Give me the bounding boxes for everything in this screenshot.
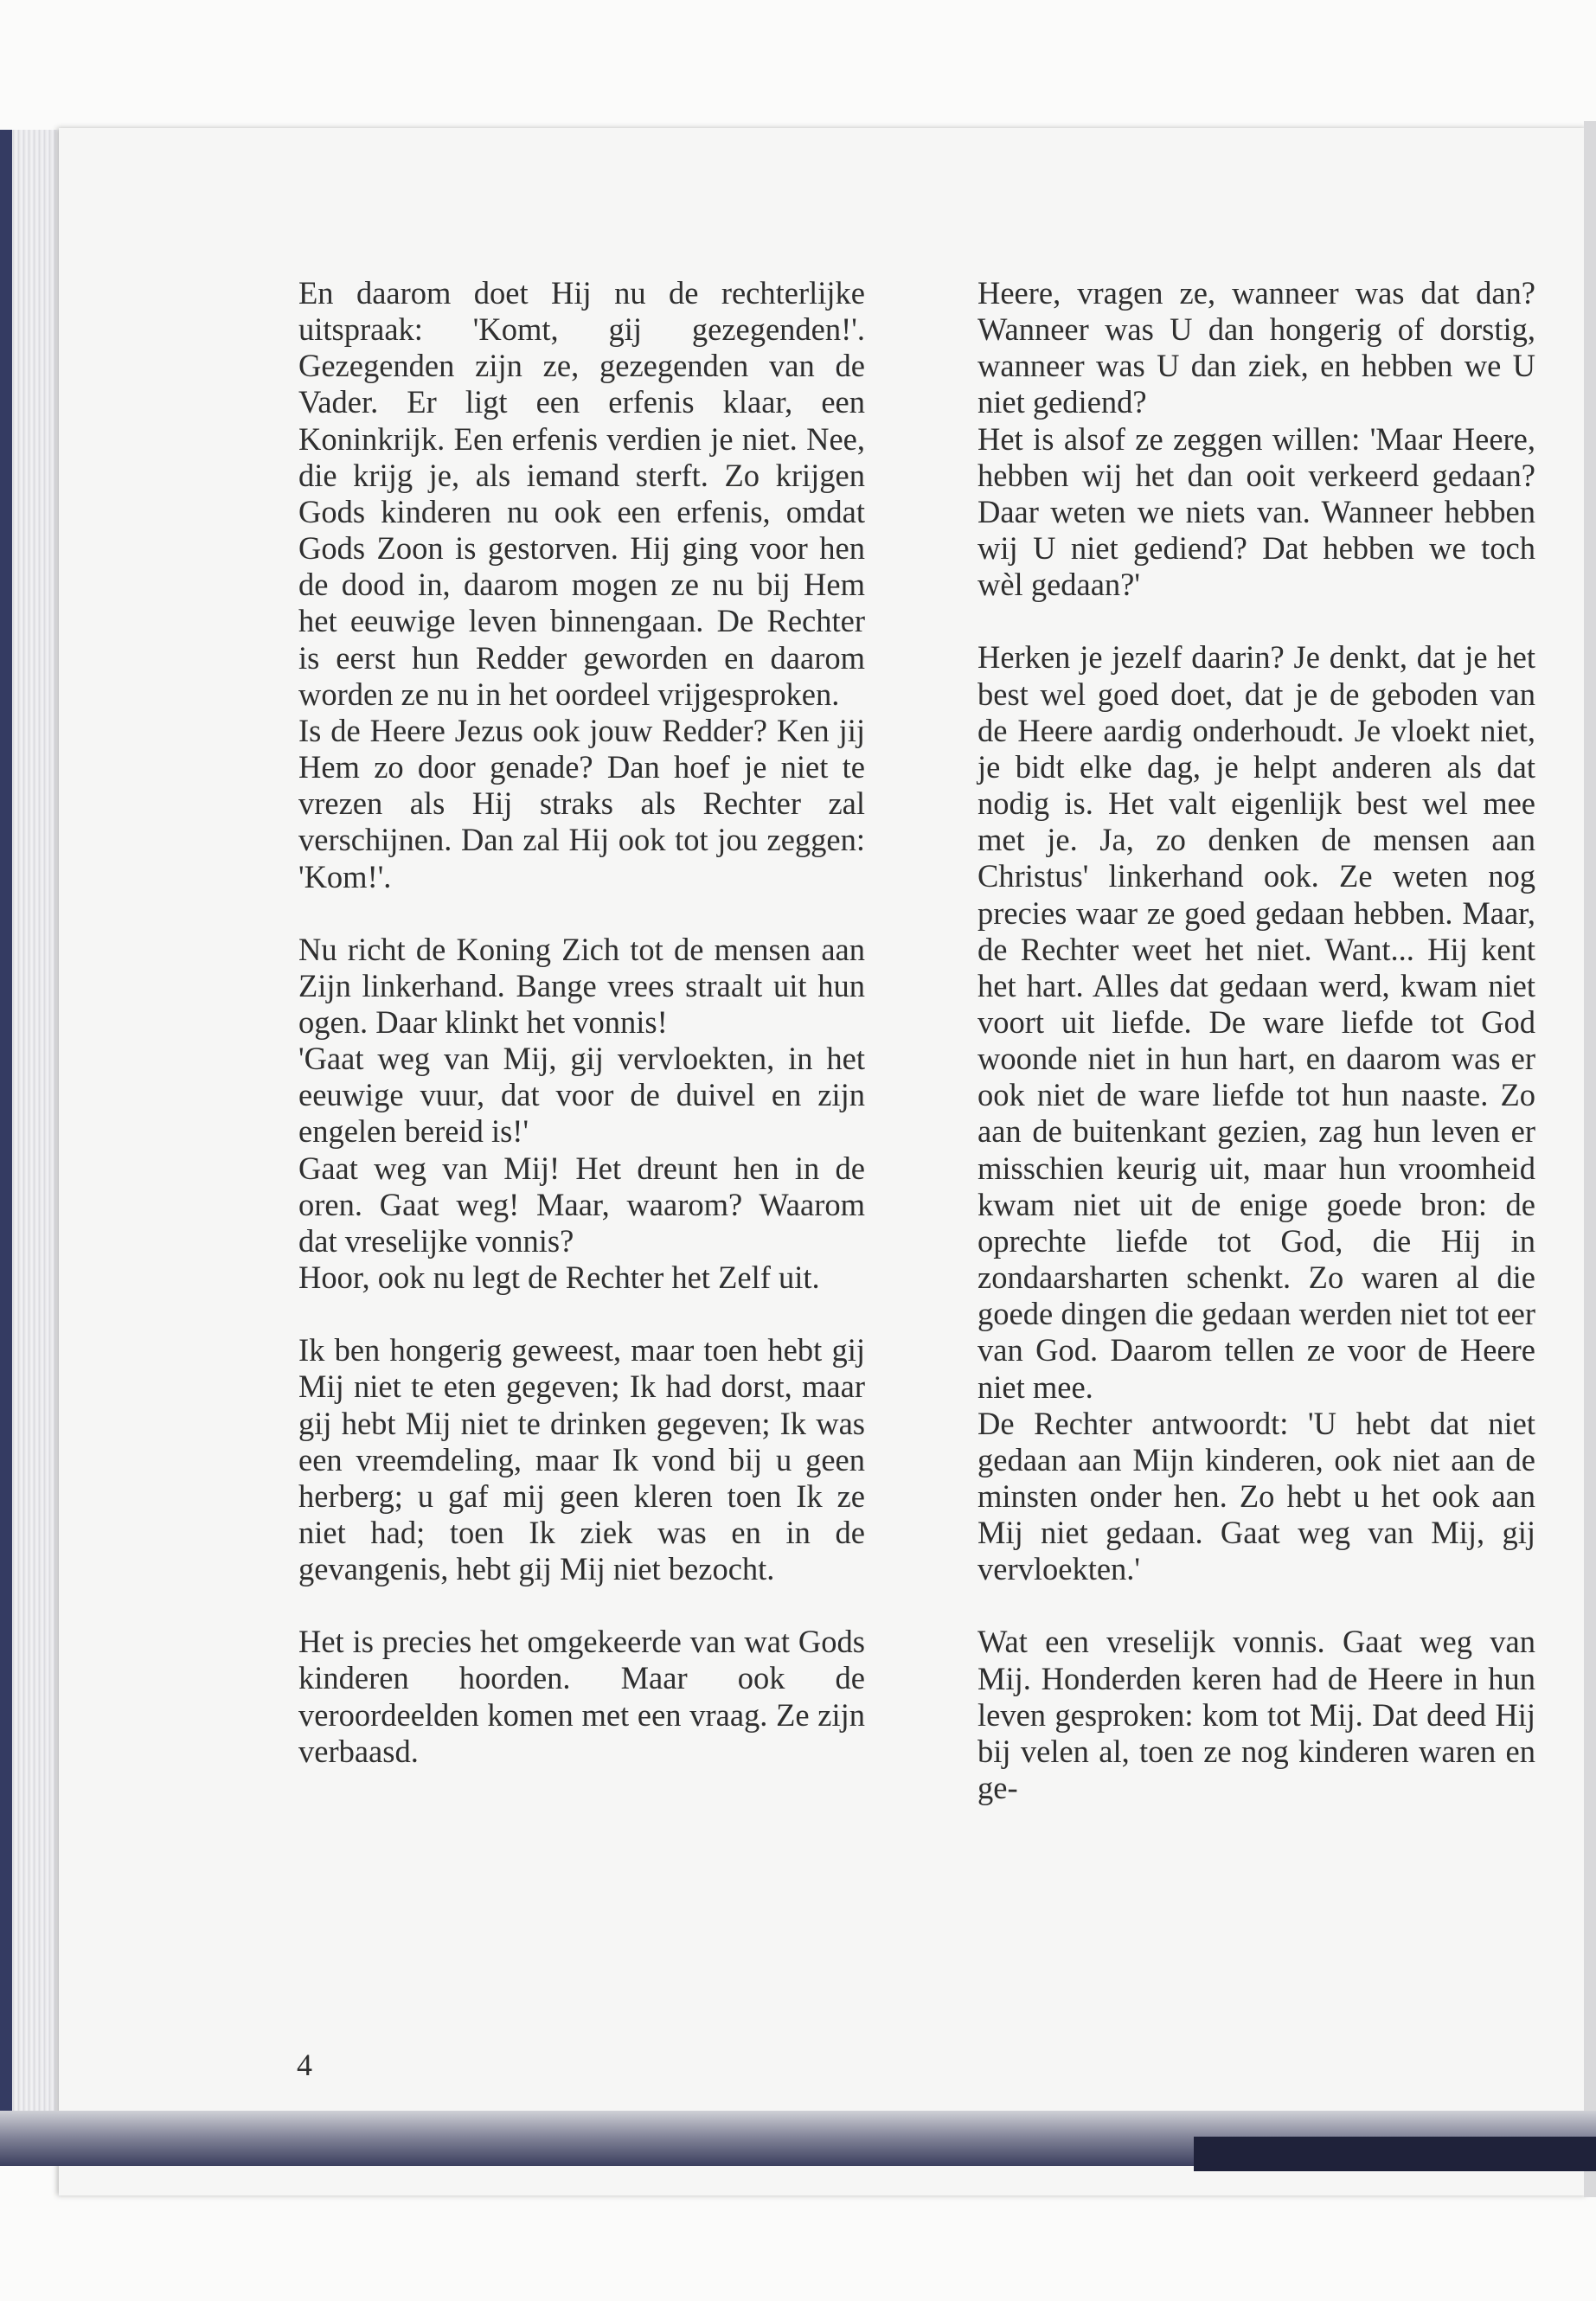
book-cover-edge [0, 130, 12, 2111]
page-right-edge [1584, 121, 1596, 2197]
paragraph: De Rechter antwoordt: 'U hebt dat niet gedaan aan Mijn kinderen, ook niet aan de minsten onder hen. Zo hebt u het ook aan Mij niet gedaan. Gaat weg van Mij, gij vervloekten.' [977, 1405, 1535, 1587]
paragraph: Is de Heere Jezus ook jouw Redder? Ken jij Hem zo door genade? Dan hoef je niet te vrezen als Hij straks als Rechter zal verschijnen. Dan zal Hij ook tot jou zeggen: 'Kom!'. [298, 712, 865, 894]
paragraph: Gaat weg van Mij! Het dreunt hen in de oren. Gaat weg! Maar, waarom? Waarom dat vreselijke vonnis? [298, 1150, 865, 1259]
paragraph: Het is precies het omgekeerde van wat Gods kinderen hoorden. Maar ook de veroordeelden komen met een vraag. Ze zijn verbaasd. [298, 1624, 865, 1769]
book-bottom-shadow [1194, 2137, 1596, 2171]
page-number: 4 [297, 2048, 312, 2082]
paragraph: Het is alsof ze zeggen willen: 'Maar Heere, hebben wij het dan ooit verkeerd gedaan? Daar weten we niets van. Wanneer hebben wij U niet gediend? Dat hebben we toch wèl gedaan?' [977, 420, 1535, 603]
paragraph: Herken je jezelf daarin? Je denkt, dat je het best wel goed doet, dat je de geboden van de Heere aardig onderhoudt. Je vloekt niet, je bidt elke dag, je helpt anderen als dat nodig is. Het valt eigenlijk best wel mee met je. Ja, zo denken de mensen aan Christus' linkerhand ook. Ze weten nog precies waar ze goed gedaan hebben. Maar, de Rechter weet het niet. Want... Hij kent het hart. Alles dat gedaan werd, kwam niet voort uit liefde. De ware liefde tot God woonde niet in hun hart, en daarom was er ook niet de ware liefde tot hun naaste. Zo aan de buitenkant gezien, zag hun leven er misschien keurig uit, maar hun vroomheid kwam niet uit de enige goede bron: de oprechte liefde tot God, die Hij in zondaarsharten schenkt. Zo waren al die goede dingen die gedaan werden niet tot eer van God. Daarom tellen ze voor de Heere niet mee. [977, 639, 1535, 1405]
paragraph: Hoor, ook nu legt de Rechter het Zelf uit. [298, 1259, 820, 1296]
paragraph: En daarom doet Hij nu de rechterlijke uitspraak: 'Komt, gij gezegenden!'. Gezegenden zijn ze, gezegenden van de Vader. Er ligt een erfenis klaar, een Koninkrijk. Een erfenis verdien je niet. Nee, die krijg je, als iemand sterft. Zo krijgen Gods kinderen nu ook een erfenis, omdat Gods Zoon is gestorven. Hij ging voor hen de dood in, daarom mogen ze nu bij Hem het eeuwige leven binnengaan. De Rechter is eerst hun Redder geworden en daarom worden ze nu in het oordeel vrijgesproken. [298, 275, 865, 712]
paragraph: Nu richt de Koning Zich tot de mensen aan Zijn linkerhand. Bange vrees straalt uit hun ogen. Daar klinkt het vonnis! [298, 931, 865, 1040]
paragraph: Heere, vragen ze, wanneer was dat dan? Wanneer was U dan hongerig of dorstig, wanneer was U dan ziek, en hebben we U niet gediend? [977, 275, 1535, 420]
right-text-column [977, 275, 1535, 1806]
paragraph: Wat een vreselijk vonnis. Gaat weg van Mij. Honderden keren had de Heere in hun leven gesproken: kom tot Mij. Dat deed Hij bij velen al, toen ze nog kinderen waren en ge- [977, 1624, 1535, 1806]
left-text-column [298, 275, 865, 1770]
paragraph: 'Gaat weg van Mij, gij vervloekten, in het eeuwige vuur, dat voor de duivel en zijn engelen bereid is!' [298, 1041, 865, 1150]
paragraph: Ik ben hongerig geweest, maar toen hebt gij Mij niet te eten gegeven; Ik had dorst, maar gij hebt Mij niet te drinken gegeven; Ik was een vreemdeling, maar Ik vond bij u geen herberg; u gaf mij geen kleren toen Ik ze niet had; toen Ik ziek was en in de gevangenis, hebt gij Mij niet bezocht. [298, 1332, 865, 1587]
